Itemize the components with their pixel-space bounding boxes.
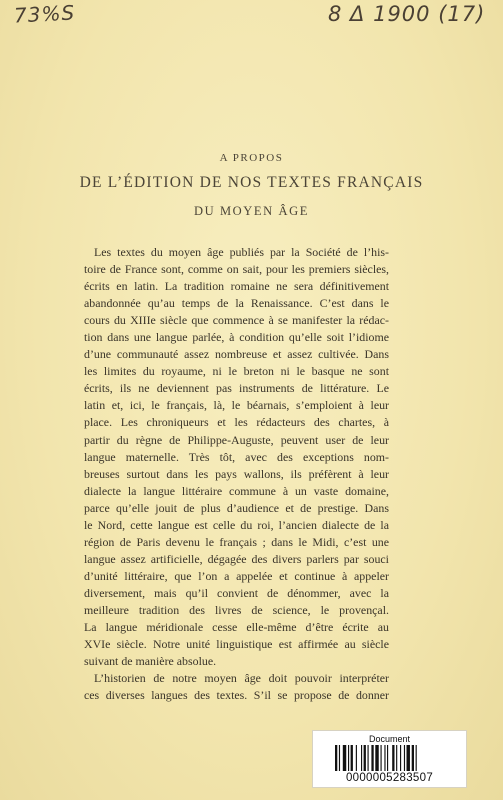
- barcode-number: 0000005283507: [345, 772, 434, 784]
- text-line: parce qu’elle jouit de plus d’audience et de prestige. Dans: [84, 500, 389, 515]
- handwritten-shelfmark-left: 73%S: [13, 0, 76, 28]
- text-line: meilleure tradition des livres de science, le provençal.: [84, 602, 389, 617]
- text-line: L’historien de notre moyen âge doit pouvoir interpréter: [94, 671, 389, 686]
- text-line: breuses surtout dans les pays wallons, ils préfèrent à leur: [84, 466, 389, 481]
- text-line: le Nord, cette langue est celle du roi, l’ancien dialecte de la: [84, 517, 389, 532]
- heading-title: DE L’ÉDITION DE NOS TEXTES FRANÇAIS: [79, 174, 424, 191]
- text-line: langue maternelle. Très tôt, avec des exceptions nom-: [84, 449, 389, 464]
- text-line: dialecte la langue littéraire commune à un vaste domaine,: [84, 483, 389, 498]
- text-line: d’une communauté assez nombreuse et assez cultivée. Dans: [84, 347, 389, 362]
- text-line: les limites du royaume, ni le breton ni le basque ne sont: [84, 364, 389, 379]
- text-line: langue assez artificielle, dégagée des divers parlers par souci: [84, 551, 389, 566]
- text-line: diversement, mais qu’il convient de dénommer, avec la: [84, 585, 389, 600]
- text-line: écrits en latin. La tradition romaine ne sera définitivement: [84, 279, 389, 294]
- barcode-icon: [335, 745, 445, 771]
- text-line: place. Les chroniqueurs et les rédacteurs des chartes, à: [84, 415, 389, 430]
- text-line: écrits, ils ne deviennent pas instruments de littérature. Le: [84, 381, 389, 396]
- text-line: cours du XIIIe siècle que commence à se manifester la rédac-: [84, 313, 389, 328]
- barcode-title: Document: [368, 734, 411, 744]
- text-line: Les textes du moyen âge publiés par la Société de l’his-: [94, 245, 389, 259]
- text-line: La langue méridionale cesse elle-même d’être écrite au: [84, 620, 389, 635]
- heading-line-1: A PROPOS: [219, 152, 284, 164]
- text-line: partir du règne de Philippe-Auguste, peuvent user de leur: [84, 432, 389, 447]
- text-line: XVIe siècle. Notre unité linguistique est affirmée au siècle: [84, 637, 389, 652]
- text-line: toire de France sont, comme on sait, pour les premiers siècles,: [84, 262, 389, 277]
- heading-line-3: DU MOYEN ÂGE: [193, 204, 310, 218]
- body-paragraphs: [84, 244, 389, 704]
- text-line: région de Paris devenu le français ; dans le Midi, c’est une: [84, 534, 389, 549]
- barcode-label: [312, 730, 467, 788]
- text-line: ces diverses langues des textes. S’il se propose de donner: [84, 688, 389, 703]
- text-line: tion dans une langue parlée, à condition qu’elle soit l’idiome: [84, 330, 389, 345]
- handwritten-shelfmark-right: 8 Δ 1900 (17): [328, 2, 486, 26]
- text-line: abandonnée qu’au temps de la Renaissance. C’est dans le: [84, 296, 389, 311]
- text-line: suivant de manière absolue.: [84, 654, 217, 669]
- text-line: latin et, ici, le français, là, le béarnais, s’emploient à leur: [84, 398, 389, 413]
- text-line: d’unité littéraire, que l’on a appelée et continue à appeler: [84, 568, 389, 583]
